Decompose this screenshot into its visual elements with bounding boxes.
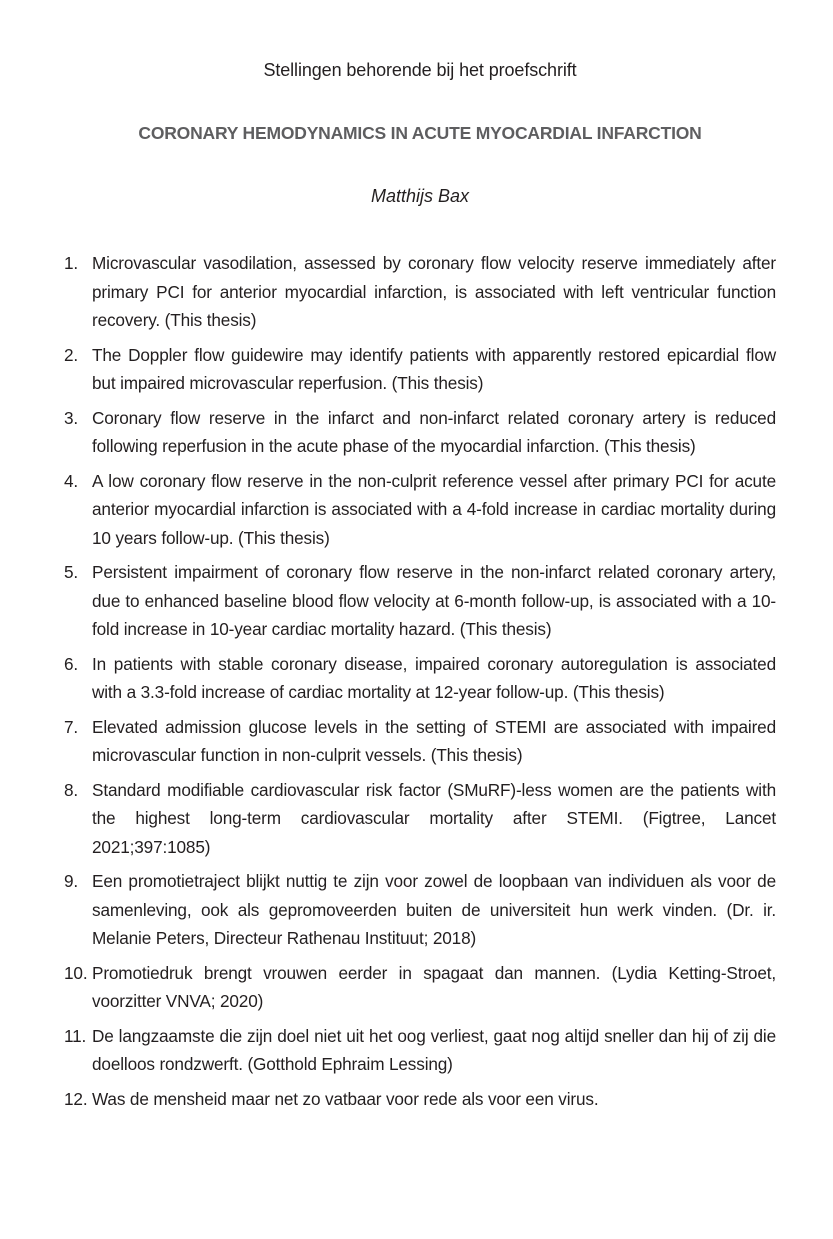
statement-text: Standard modifiable cardiovascular risk factor (SMuRF)-less women are the patients with the highest long-term cardiovascular mortality after STEMI. (Figtree, Lancet 2021;397:1085) — [92, 779, 776, 857]
statement-number: 1. — [64, 253, 79, 273]
statement-text: Persistent impairment of coronary flow reserve in the non-infarct related coronary artery, due to enhanced baseline blood flow velocity at 6-month follow-up, is associated with a 10-fold increase in 10-year cardiac mortality hazard. (This thesis) — [92, 562, 776, 639]
statement-item — [64, 776, 776, 862]
statements-list — [64, 249, 776, 1119]
statement-item — [64, 1085, 776, 1114]
statement-number: 7. — [64, 716, 79, 737]
statement-number: 12. — [64, 1088, 88, 1109]
statement-number: 4. — [64, 470, 79, 491]
statement-text: Was de mensheid maar net zo vatbaar voor rede als voor een virus. — [92, 1088, 599, 1109]
statement-item — [64, 867, 776, 953]
author-name: Matthijs Bax — [370, 186, 470, 206]
statement-number: 8. — [64, 779, 79, 800]
statement-item — [64, 959, 776, 1016]
statement-number: 9. — [64, 871, 79, 891]
statement-number: 5. — [64, 562, 79, 582]
statement-text: A low coronary flow reserve in the non-culprit reference vessel after primary PCI for acute anterior myocardial infarction is associated with a 4-fold increase in cardiac mortality during 10 years follow-up. (This thesis) — [92, 470, 776, 548]
statement-text: De langzaamste die zijn doel niet uit het oog verliest, gaat nog altijd sneller dan hij of zij die doelloos rondzwerft. (Gotthold Ephraim Lessing) — [92, 1025, 776, 1074]
statement-text: The Doppler flow guidewire may identify patients with apparently restored epicardial flow but impaired microvascular reperfusion. (This thesis) — [92, 344, 776, 393]
statement-text: Microvascular vasodilation, assessed by coronary flow velocity reserve immediately after primary PCI for anterior myocardial infarction, is associated with left ventricular function recovery. (This thesis) — [92, 253, 776, 330]
statement-text: Elevated admission glucose levels in the setting of STEMI are associated with impaired microvascular function in non-culprit vessels. (This thesis) — [92, 716, 776, 765]
statement-text: Een promotietraject blijkt nuttig te zijn voor zowel de loopbaan van individuen als voor de samenleving, ook als gepromoveerden buiten de universiteit hun werk vinden. (Dr. ir. Melanie Peters, Directeur Rathenau Instituut; 2018) — [92, 871, 776, 948]
statement-item — [64, 404, 776, 461]
statement-item — [64, 1022, 776, 1079]
statement-item — [64, 467, 776, 553]
statement-item — [64, 558, 776, 644]
statement-number: 11. — [64, 1025, 87, 1046]
document-subtitle: Stellingen behorende bij het proefschrift — [263, 60, 577, 80]
statement-item — [64, 650, 776, 707]
statement-item — [64, 713, 776, 770]
statement-number: 2. — [64, 344, 79, 365]
statement-number: 3. — [64, 407, 79, 428]
statement-number: 6. — [64, 653, 79, 674]
thesis-title: CORONARY HEMODYNAMICS IN ACUTE MYOCARDIAL INFARCTION — [138, 123, 702, 143]
statement-item — [64, 249, 776, 335]
statement-text: In patients with stable coronary disease, impaired coronary autoregulation is associated with a 3.3-fold increase of cardiac mortality at 12-year follow-up. (This thesis) — [92, 653, 776, 702]
statement-number: 10. — [64, 962, 88, 983]
statement-text: Coronary flow reserve in the infarct and non-infarct related coronary artery is reduced following reperfusion in the acute phase of the myocardial infarction. (This thesis) — [92, 407, 776, 456]
statement-text: Promotiedruk brengt vrouwen eerder in spagaat dan mannen. (Lydia Ketting-Stroet, voorzitter VNVA; 2020) — [92, 962, 776, 1011]
statement-item — [64, 341, 776, 398]
